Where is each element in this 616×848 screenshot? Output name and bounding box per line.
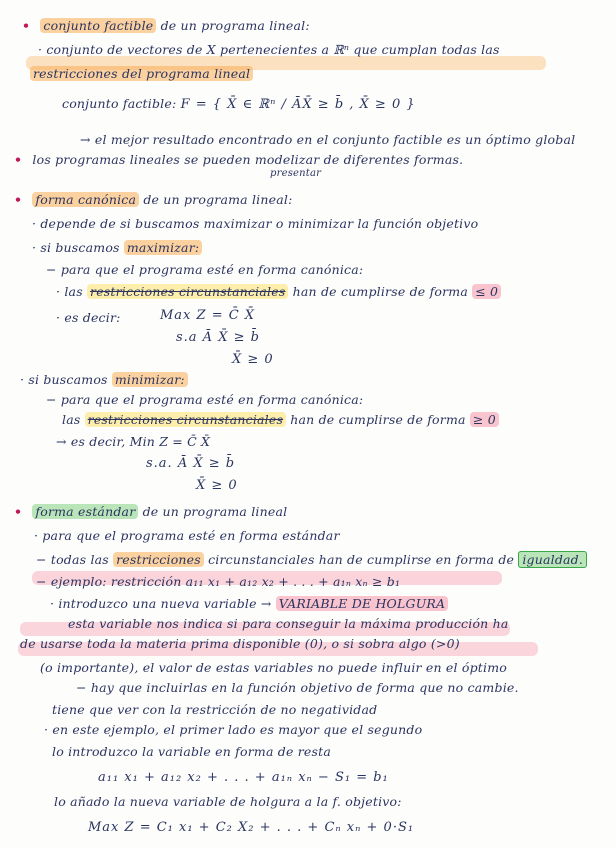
s3-line4: · introduzco una nueva variable → VARIABLE DE HOLGURA	[50, 596, 448, 611]
s2-title-line: • forma canónica de un programa lineal:	[14, 192, 293, 207]
s2-line6: · si buscamos minimizar:	[20, 372, 188, 387]
formula: F = { X̄ ∈ ℝⁿ / ĀX̄ ≥ b̄ , X̄ ≥ 0 }	[180, 97, 416, 112]
s2-line5: · es decir:	[56, 310, 121, 325]
s3-line8: − hay que incluirlas en la función objetivo de forma que no cambie.	[76, 680, 519, 695]
s3-line2: − todas las restricciones circunstanciales han de cumplirse en forma de igualdad.	[36, 552, 587, 567]
s3-math2: Max Z = C₁ x₁ + C₂ X₂ + . . . + Cₙ xₙ + 0·S₁	[88, 820, 415, 835]
s3-line9: tiene que ver con la restricción de no negatividad	[52, 702, 378, 717]
s2-line3: − para que el programa esté en forma canónica:	[46, 262, 364, 277]
s3-line6: de usarse toda la materia prima disponible (0), o si sobra algo (>0)	[20, 636, 460, 651]
s2-math2: s.a Ā X̄ ≥ b̄	[176, 330, 260, 345]
s3-line12: lo añado la nueva variable de holgura a la f. objetivo:	[54, 794, 402, 809]
s1-title: conjunto factible	[40, 18, 156, 33]
s1-title-rest: de un programa lineal:	[160, 18, 310, 33]
s2-title: forma canónica	[32, 192, 139, 207]
s2-line4: · las restricciones circunstanciales han de cumplirse de forma ≤ 0	[56, 284, 501, 299]
s3-line11: lo introduzco la variable en forma de resta	[52, 744, 332, 759]
s2-line1: · depende de si buscamos maximizar o minimizar la función objetivo	[32, 216, 479, 231]
s2-line9: → es decir, Min Z = C̄ X̄	[56, 434, 211, 449]
s3-line7: (o importante), el valor de estas variables no puede influir en el óptimo	[40, 660, 507, 675]
s2-line8: las restricciones circunstanciales han de cumplirse de forma ≥ 0	[62, 412, 499, 427]
s3-math1: a₁₁ x₁ + a₁₂ x₂ + . . . + a₁ₙ xₙ − S₁ = b₁	[98, 770, 389, 785]
s1-line4-note: presentar	[270, 168, 322, 179]
s2-math5: X̄ ≥ 0	[196, 478, 238, 493]
s2-math1: Max Z = C̄ X̄	[160, 308, 256, 323]
bullet-icon: •	[22, 18, 31, 33]
s1-formula-line	[62, 96, 416, 112]
s3-title: forma estándar	[32, 504, 138, 519]
bullet-icon: •	[14, 192, 23, 207]
bullet-icon: •	[14, 152, 23, 167]
s3-line5: esta variable nos indica si para conseguir la máxima producción ha	[68, 616, 509, 631]
s1-line4: • los programas lineales se pueden modelizar de diferentes formas.	[14, 152, 464, 167]
s2-math4: s.a. Ā X̄ ≥ b̄	[146, 456, 236, 471]
s1-line1: · conjunto de vectores de X pertenecientes a ℝⁿ que cumplan todas las	[38, 42, 500, 57]
s3-line3: − ejemplo: restricción a₁₁ x₁ + a₁₂ x₂ + . . . + a₁ₙ xₙ ≥ b₁	[36, 574, 401, 589]
s2-line7: − para que el programa esté en forma canónica:	[46, 392, 364, 407]
bullet-icon: •	[14, 504, 23, 519]
s3-line10: · en este ejemplo, el primer lado es mayor que el segundo	[44, 722, 423, 737]
s2-math3: X̄ ≥ 0	[232, 352, 274, 367]
s3-line1: · para que el programa esté en forma estándar	[34, 528, 340, 543]
s1-title-line	[22, 18, 310, 33]
s1-line2: restricciones del programa lineal	[30, 66, 253, 81]
s3-title-line: • forma estándar de un programa lineal	[14, 504, 288, 519]
s2-line2: · si buscamos maximizar:	[32, 240, 202, 255]
formula-label: conjunto factible:	[62, 96, 177, 111]
s1-line3: → el mejor resultado encontrado en el conjunto factible es un óptimo global	[80, 132, 576, 147]
